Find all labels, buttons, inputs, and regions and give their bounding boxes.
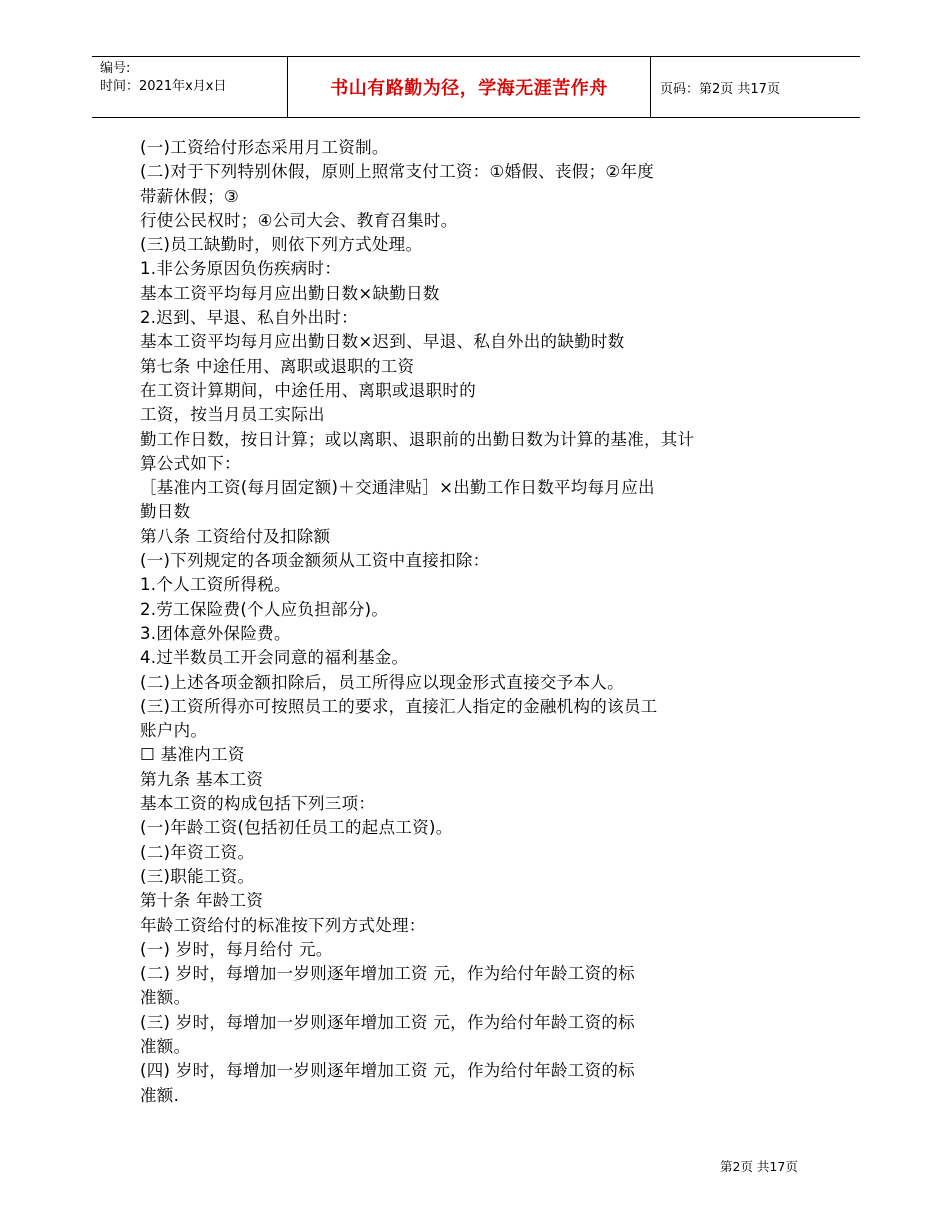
text-line: 账户内。 (140, 721, 208, 741)
text-line: 2.迟到、早退、私自外出时： (140, 308, 358, 328)
text-line: 算公式如下： (140, 453, 241, 473)
text-line: (三)职能工资。 (140, 866, 255, 886)
text-line: 基本工资平均每月应出勤日数×迟到、早退、私自外出的缺勤时数 (140, 332, 625, 352)
text-line: (三) 岁时，每增加一岁则逐年增加工资 元，作为给付年龄工资的标 (140, 1012, 635, 1032)
text-line: 带薪休假；③ (140, 186, 240, 206)
time-label: 时间：2021年x月x日 (100, 79, 227, 94)
text-line: 第八条 工资给付及扣除额 (140, 526, 331, 546)
text-line: 勤日数 (140, 502, 191, 522)
text-line: 2.劳工保险费(个人应负担部分)。 (140, 599, 389, 619)
text-line: 3.团体意外保险费。 (140, 623, 291, 643)
page-header (92, 56, 860, 118)
text-line: (二) 岁时，每增加一岁则逐年增加工资 元，作为给付年龄工资的标 (140, 964, 635, 984)
text-line: 基本工资平均每月应出勤日数×缺勤日数 (140, 283, 440, 303)
text-line: ［基准内工资(每月固定额)＋交通津贴］×出勤工作日数平均每月应出 (140, 478, 655, 498)
text-line: 准额. (140, 1085, 180, 1105)
text-line: (二)年资工资。 (140, 842, 255, 862)
text-line: (二)上述各项金额扣除后，员工所得应以现金形式直接交予本人。 (140, 672, 624, 692)
text-line: 工资，按当月员工实际出 (140, 405, 325, 425)
text-line: 年龄工资给付的标准按下列方式处理： (140, 915, 426, 935)
text-line: (二)对于下列特别休假，原则上照常支付工资：①婚假、丧假；②年度 (140, 162, 655, 182)
text-line: 准额。 (140, 988, 191, 1008)
header-divider (650, 57, 651, 117)
text-line: (一)年龄工资(包括初任员工的起点工资)。 (140, 818, 453, 838)
text-line: 勤工作日数，按日计算；或以离职、退职前的出勤日数为计算的基准，其计 (140, 429, 695, 449)
text-line: (一)下列规定的各项金额须从工资中直接扣除： (140, 551, 490, 571)
text-line: 基本工资的构成包括下列三项： (140, 794, 376, 814)
footer-page-indicator: 第2页 共17页 (720, 1159, 798, 1174)
text-line: (四) 岁时，每增加一岁则逐年增加工资 元，作为给付年龄工资的标 (140, 1061, 635, 1081)
text-line: 1.个人工资所得税。 (140, 575, 291, 595)
text-line: 4.过半数员工开会同意的福利基金。 (140, 648, 409, 668)
text-line: (一)工资给付形态采用月工资制。 (140, 138, 389, 157)
text-line: 第七条 中途任用、离职或退职的工资 (140, 356, 415, 376)
text-line: 行使公民权时；④公司大会、教育召集时。 (140, 210, 458, 230)
header-motto: 书山有路勤为径，学海无涯苦作舟 (330, 78, 608, 99)
text-line: ☐ 基准内工资 (140, 745, 245, 765)
document-body (140, 136, 820, 1108)
text-line: (三)工资所得亦可按照员工的要求，直接汇人指定的金融机构的该员工 (140, 696, 658, 716)
text-line: 在工资计算期间，中途任用、离职或退职时的 (140, 380, 476, 400)
text-line: (一) 岁时，每月给付 元。 (140, 939, 333, 959)
text-line: 第十条 年龄工资 (140, 891, 264, 911)
header-meta (100, 60, 226, 96)
text-line: 准额。 (140, 1036, 191, 1056)
text-line: 第九条 基本工资 (140, 769, 264, 789)
serial-number-label: 编号: (100, 61, 131, 76)
header-page-indicator: 页码：第2页 共17页 (660, 81, 780, 97)
text-line: 1.非公务原因负伤疾病时： (140, 259, 342, 279)
text-line: (三)员工缺勤时，则依下列方式处理。 (140, 235, 423, 255)
